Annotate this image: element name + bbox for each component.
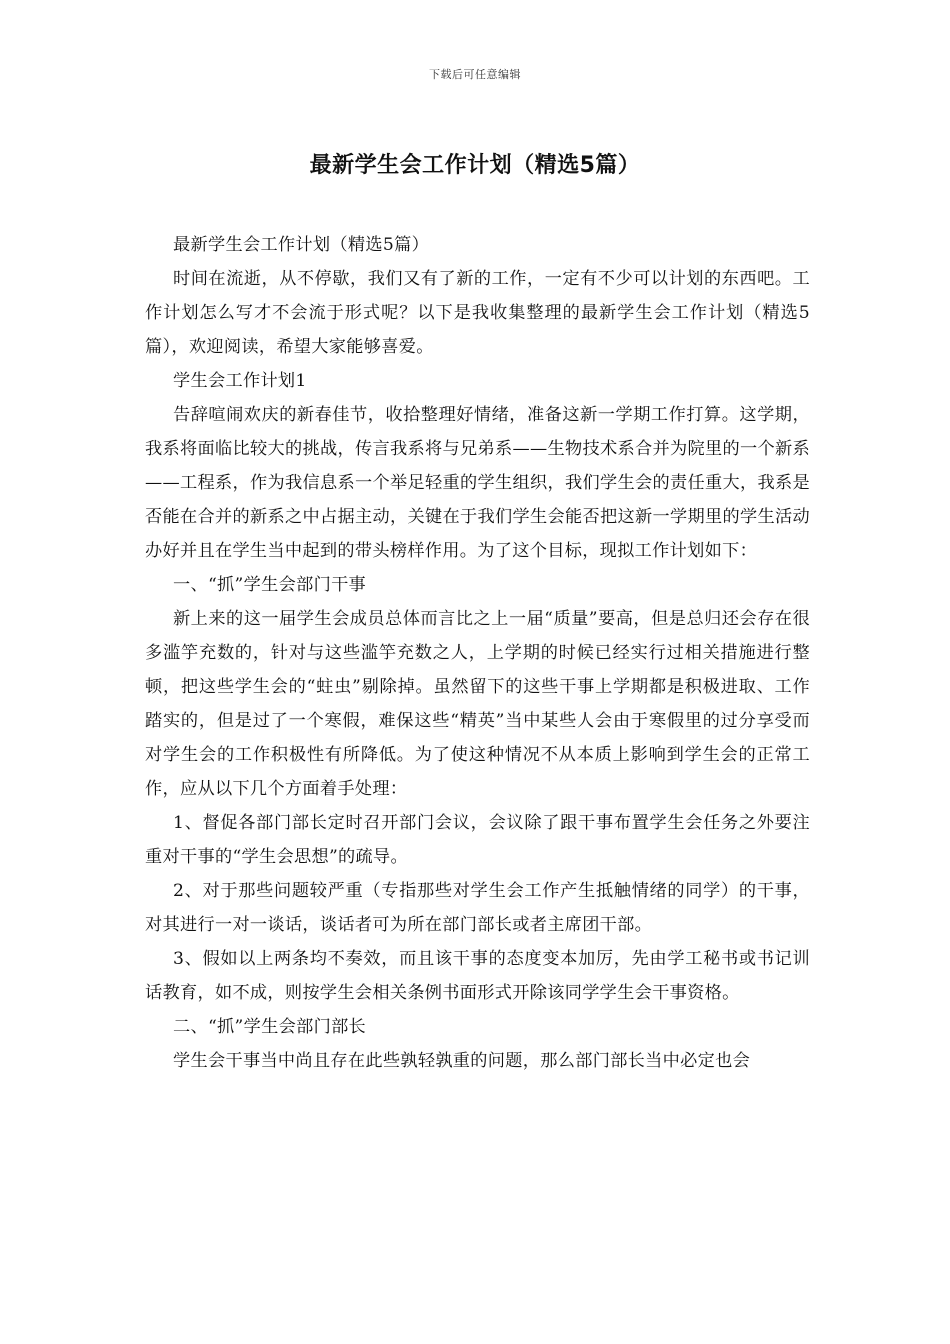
document-body: [145, 228, 810, 1078]
body-paragraph: 学生会干事当中尚且存在此些孰轻孰重的问题，那么部门部长当中必定也会: [173, 1051, 751, 1071]
section-heading-plan-1: 学生会工作计划1: [173, 371, 307, 391]
document-title: 最新学生会工作计划（精选5篇）: [309, 153, 641, 178]
subtitle-line: 最新学生会工作计划（精选5篇）: [173, 235, 430, 255]
section-heading-ministers: 二、“抓”学生会部门部长: [173, 1017, 367, 1037]
intro-paragraph: 时间在流逝，从不停歇，我们又有了新的工作，一定有不少可以计划的东西吧。工作计划怎么写才不会流于形式呢？以下是我收集整理的最新学生会工作计划（精选5篇），欢迎阅读，希望大家能够喜爱。: [145, 269, 810, 357]
body-paragraph: 新上来的这一届学生会成员总体而言比之上一届“质量”要高，但是总归还会存在很多滥竽充数的，针对与这些滥竽充数之人，上学期的时候已经实行过相关措施进行整顿，把这些学生会的“蛀虫”剔除掉。虽然留下的这些干事上学期都是积极进取、工作踏实的，但是过了一个寒假，难保这些“精英”当中某些人会由于寒假里的过分享受而对学生会的工作积极性有所降低。为了使这种情况不从本质上影响到学生会的正常工作，应从以下几个方面着手处理：: [145, 609, 810, 799]
body-paragraph: 告辞喧闹欢庆的新春佳节，收拾整理好情绪，准备这新一学期工作打算。这学期，我系将面临比较大的挑战，传言我系将与兄弟系——生物技术系合并为院里的一个新系——工程系，作为我信息系一个举足轻重的学生组织，我们学生会的责任重大，我系是否能在合并的新系之中占据主动，关键在于我们学生会能否把这新一学期里的学生活动办好并且在学生当中起到的带头榜样作用。为了这个目标，现拟工作计划如下：: [145, 405, 810, 561]
list-item-1: 1、督促各部门部长定时召开部门会议，会议除了跟干事布置学生会任务之外要注重对干事的“学生会思想”的疏导。: [145, 813, 810, 867]
section-heading-staff: 一、“抓”学生会部门干事: [173, 575, 367, 595]
list-item-2: 2、对于那些问题较严重（专指那些对学生会工作产生抵触情绪的同学）的干事，对其进行一对一谈话，谈话者可为所在部门部长或者主席团干部。: [145, 881, 810, 935]
list-item-3: 3、假如以上两条均不奏效，而且该干事的态度变本加厉，先由学工秘书或书记训话教育，如不成，则按学生会相关条例书面形式开除该同学学生会干事资格。: [145, 949, 810, 1003]
header-note: 下载后可任意编辑: [429, 68, 521, 81]
